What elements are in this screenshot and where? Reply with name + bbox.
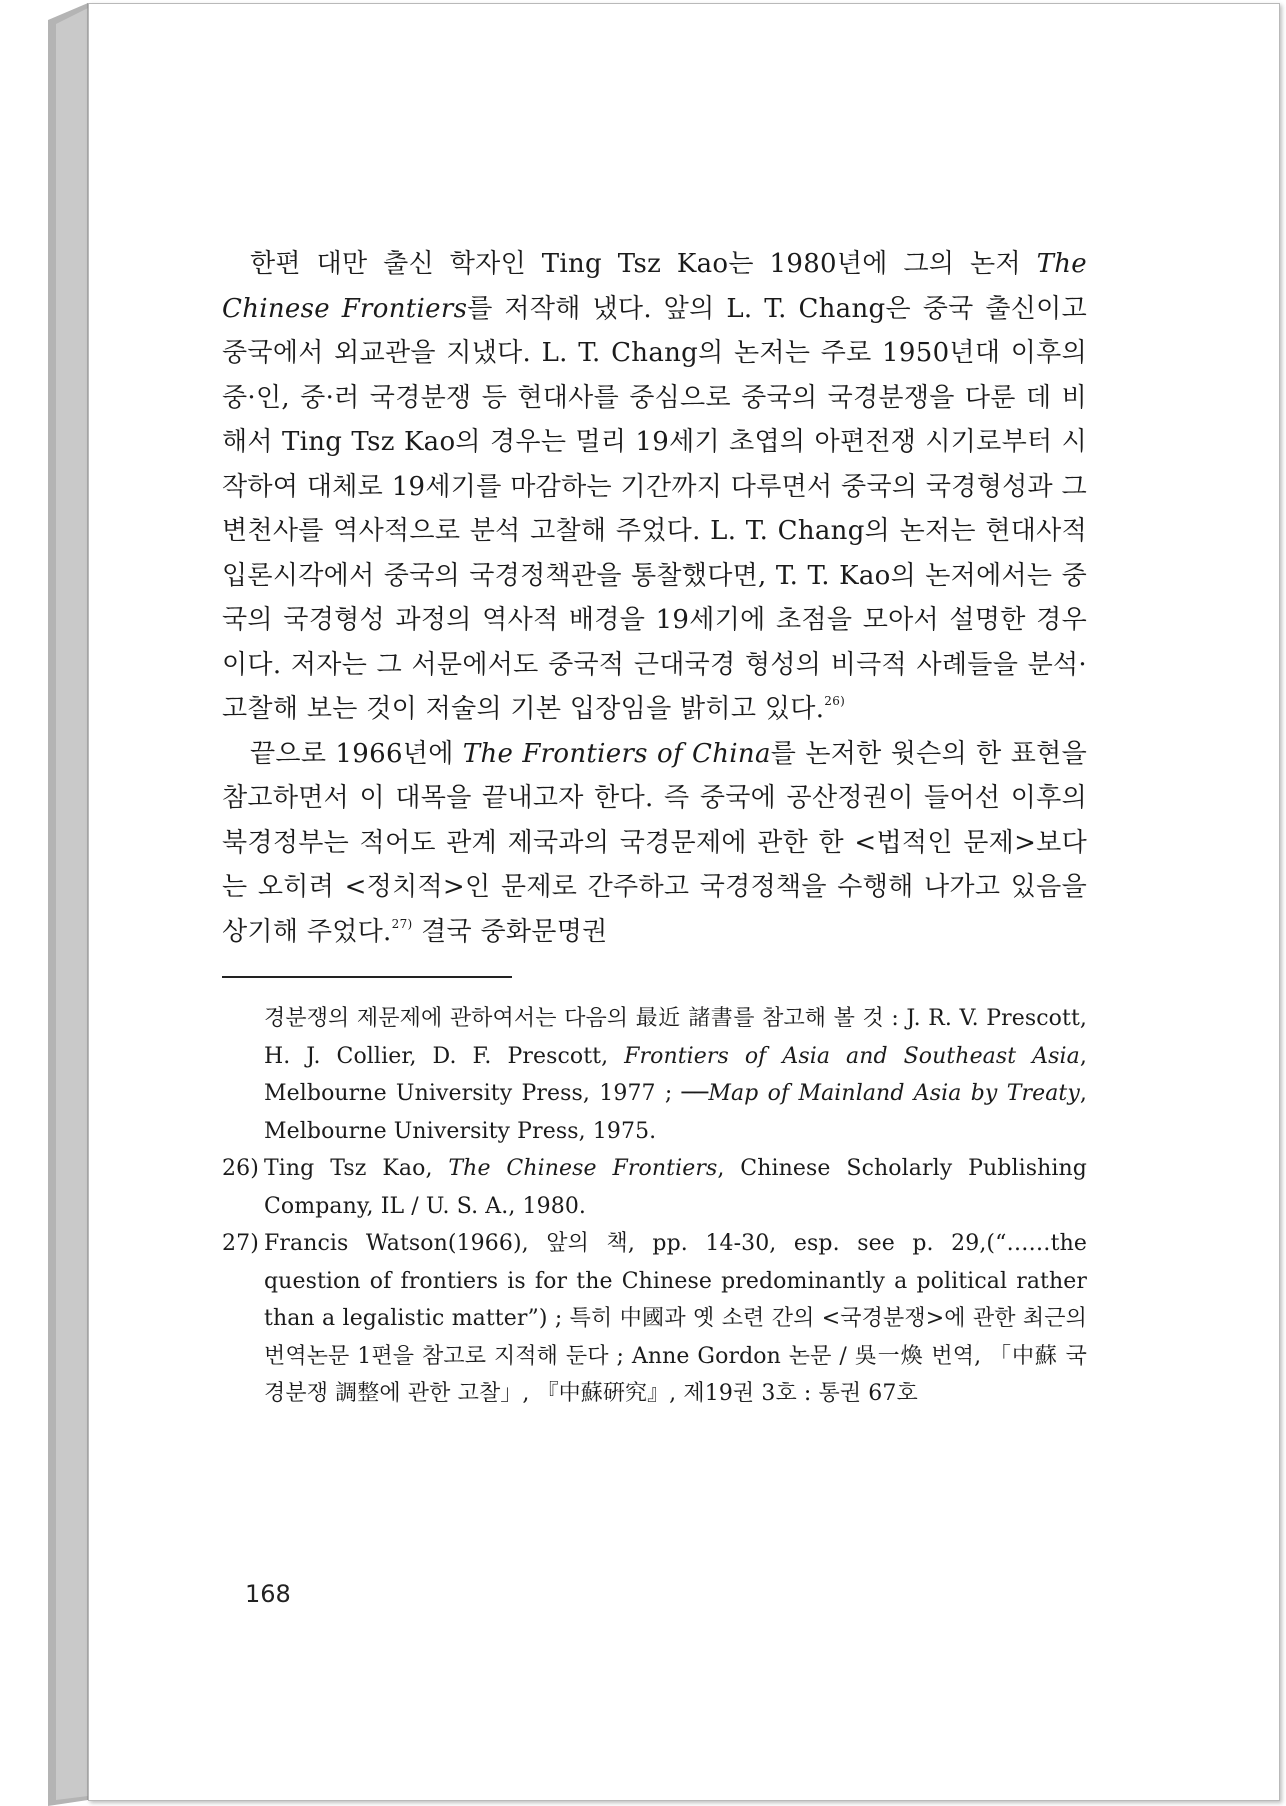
text-run: 결국 중화문명권 xyxy=(412,916,608,947)
footnote-number: 27) xyxy=(222,1231,259,1256)
page-content xyxy=(222,242,1087,1413)
text-run: 경분쟁의 제문제에 관하여서는 다음의 最近 諸書를 참고해 볼 것 : J. R. V. Prescott, H. J. Collier, D. F. Prescott, xyxy=(264,1006,1087,1069)
footnote-text xyxy=(264,1150,1087,1225)
footnote-continuation xyxy=(222,1000,1087,1150)
italic-title: The Chinese Frontiers xyxy=(448,1156,718,1181)
text-run: , Melbourne University Press, 1975. xyxy=(264,1081,1087,1144)
text-run: Ting Tsz Kao, xyxy=(264,1156,449,1181)
footnote xyxy=(222,1225,1087,1413)
text-run: , Chinese Scholarly Publishing Company, IL / U. S. A., 1980. xyxy=(264,1156,1087,1219)
italic-title: Map of Mainland Asia by Treaty xyxy=(708,1081,1080,1106)
footnotes xyxy=(222,1000,1087,1413)
text-run: 를 저작해 냈다. 앞의 L. T. Chang은 중국 출신이고 중국에서 외교관을 지냈다. L. T. Chang의 논저는 주로 1950년대 이후의 중·인, 중·러 국경분쟁 등 현대사를 중심으로 중국의 국경분쟁을 다룬 데 비해서 Ting Tsz Kao의 경우는 멀리 19세기 초엽의 아편전쟁 시기로부터 시작하여 대체로 19세기를 마감하는 기간까지 다루면서 중국의 국경형성과 그 변천사를 역사적으로 분석 고찰해 주었다. L. T. Chang의 논저는 현대사적 입론시각에서 중국의 국경정책관을 통찰했다면, T. T. Kao의 논저에서는 중국의 국경형성 과정의 역사적 배경을 19세기에 초점을 모아서 설명한 경우이다. 저자는 그 서문에서도 중국적 근대국경 형성의 비극적 사례들을 분석·고찰해 보는 것이 저술의 기본 입장임을 밝히고 있다. xyxy=(222,293,1087,724)
page-number: 168 xyxy=(245,1580,291,1608)
footnote xyxy=(222,1150,1087,1225)
body-text xyxy=(222,242,1087,954)
footnote-reference: 26) xyxy=(824,694,846,708)
body-paragraph xyxy=(222,242,1087,732)
italic-title: The Chinese Frontiers xyxy=(222,249,1087,324)
italic-title: Frontiers of Asia and Southeast Asia xyxy=(624,1043,1080,1069)
text-run: 한편 대만 출신 학자인 Ting Tsz Kao는 1980년에 그의 논저 xyxy=(250,249,1037,279)
footnote-reference: 27) xyxy=(391,916,413,931)
text-run: , Melbourne University Press, 1977 ; ── xyxy=(264,1043,1087,1106)
text-run: Francis Watson(1966), 앞의 책, pp. 14-30, esp. see p. 29,(“……the question of frontiers is for the Chinese predominantly a political rather than a legalistic matter”) ; 특히 中國과 옛 소련 간의 <국경분쟁>에 관한 최근의 번역논문 1편을 참고로 지적해 둔다 ; Anne Gordon 논문 / 吳一煥 번역, 「中蘇 국경분쟁 調整에 관한 고찰」, 『中蘇硏究』, 제19권 3호 : 통권 67호 xyxy=(264,1231,1087,1406)
footnote-text xyxy=(264,1225,1087,1413)
footnote-rule xyxy=(222,976,512,978)
text-run: 끝으로 1966년에 xyxy=(250,738,463,769)
italic-title: The Frontiers of China xyxy=(462,738,771,769)
text-run: 를 논저한 윗슨의 한 표현을 참고하면서 이 대목을 끝내고자 한다. 즉 중국에 공산정권이 들어선 이후의 북경정부는 적어도 관계 제국과의 국경문제에 관한 한 <법적인 문제>보다는 오히려 <정치적>인 문제로 간주하고 국경정책을 수행해 나가고 있음을 상기해 주었다. xyxy=(222,738,1088,947)
body-paragraph xyxy=(222,732,1087,955)
footnote-number: 26) xyxy=(222,1156,259,1181)
